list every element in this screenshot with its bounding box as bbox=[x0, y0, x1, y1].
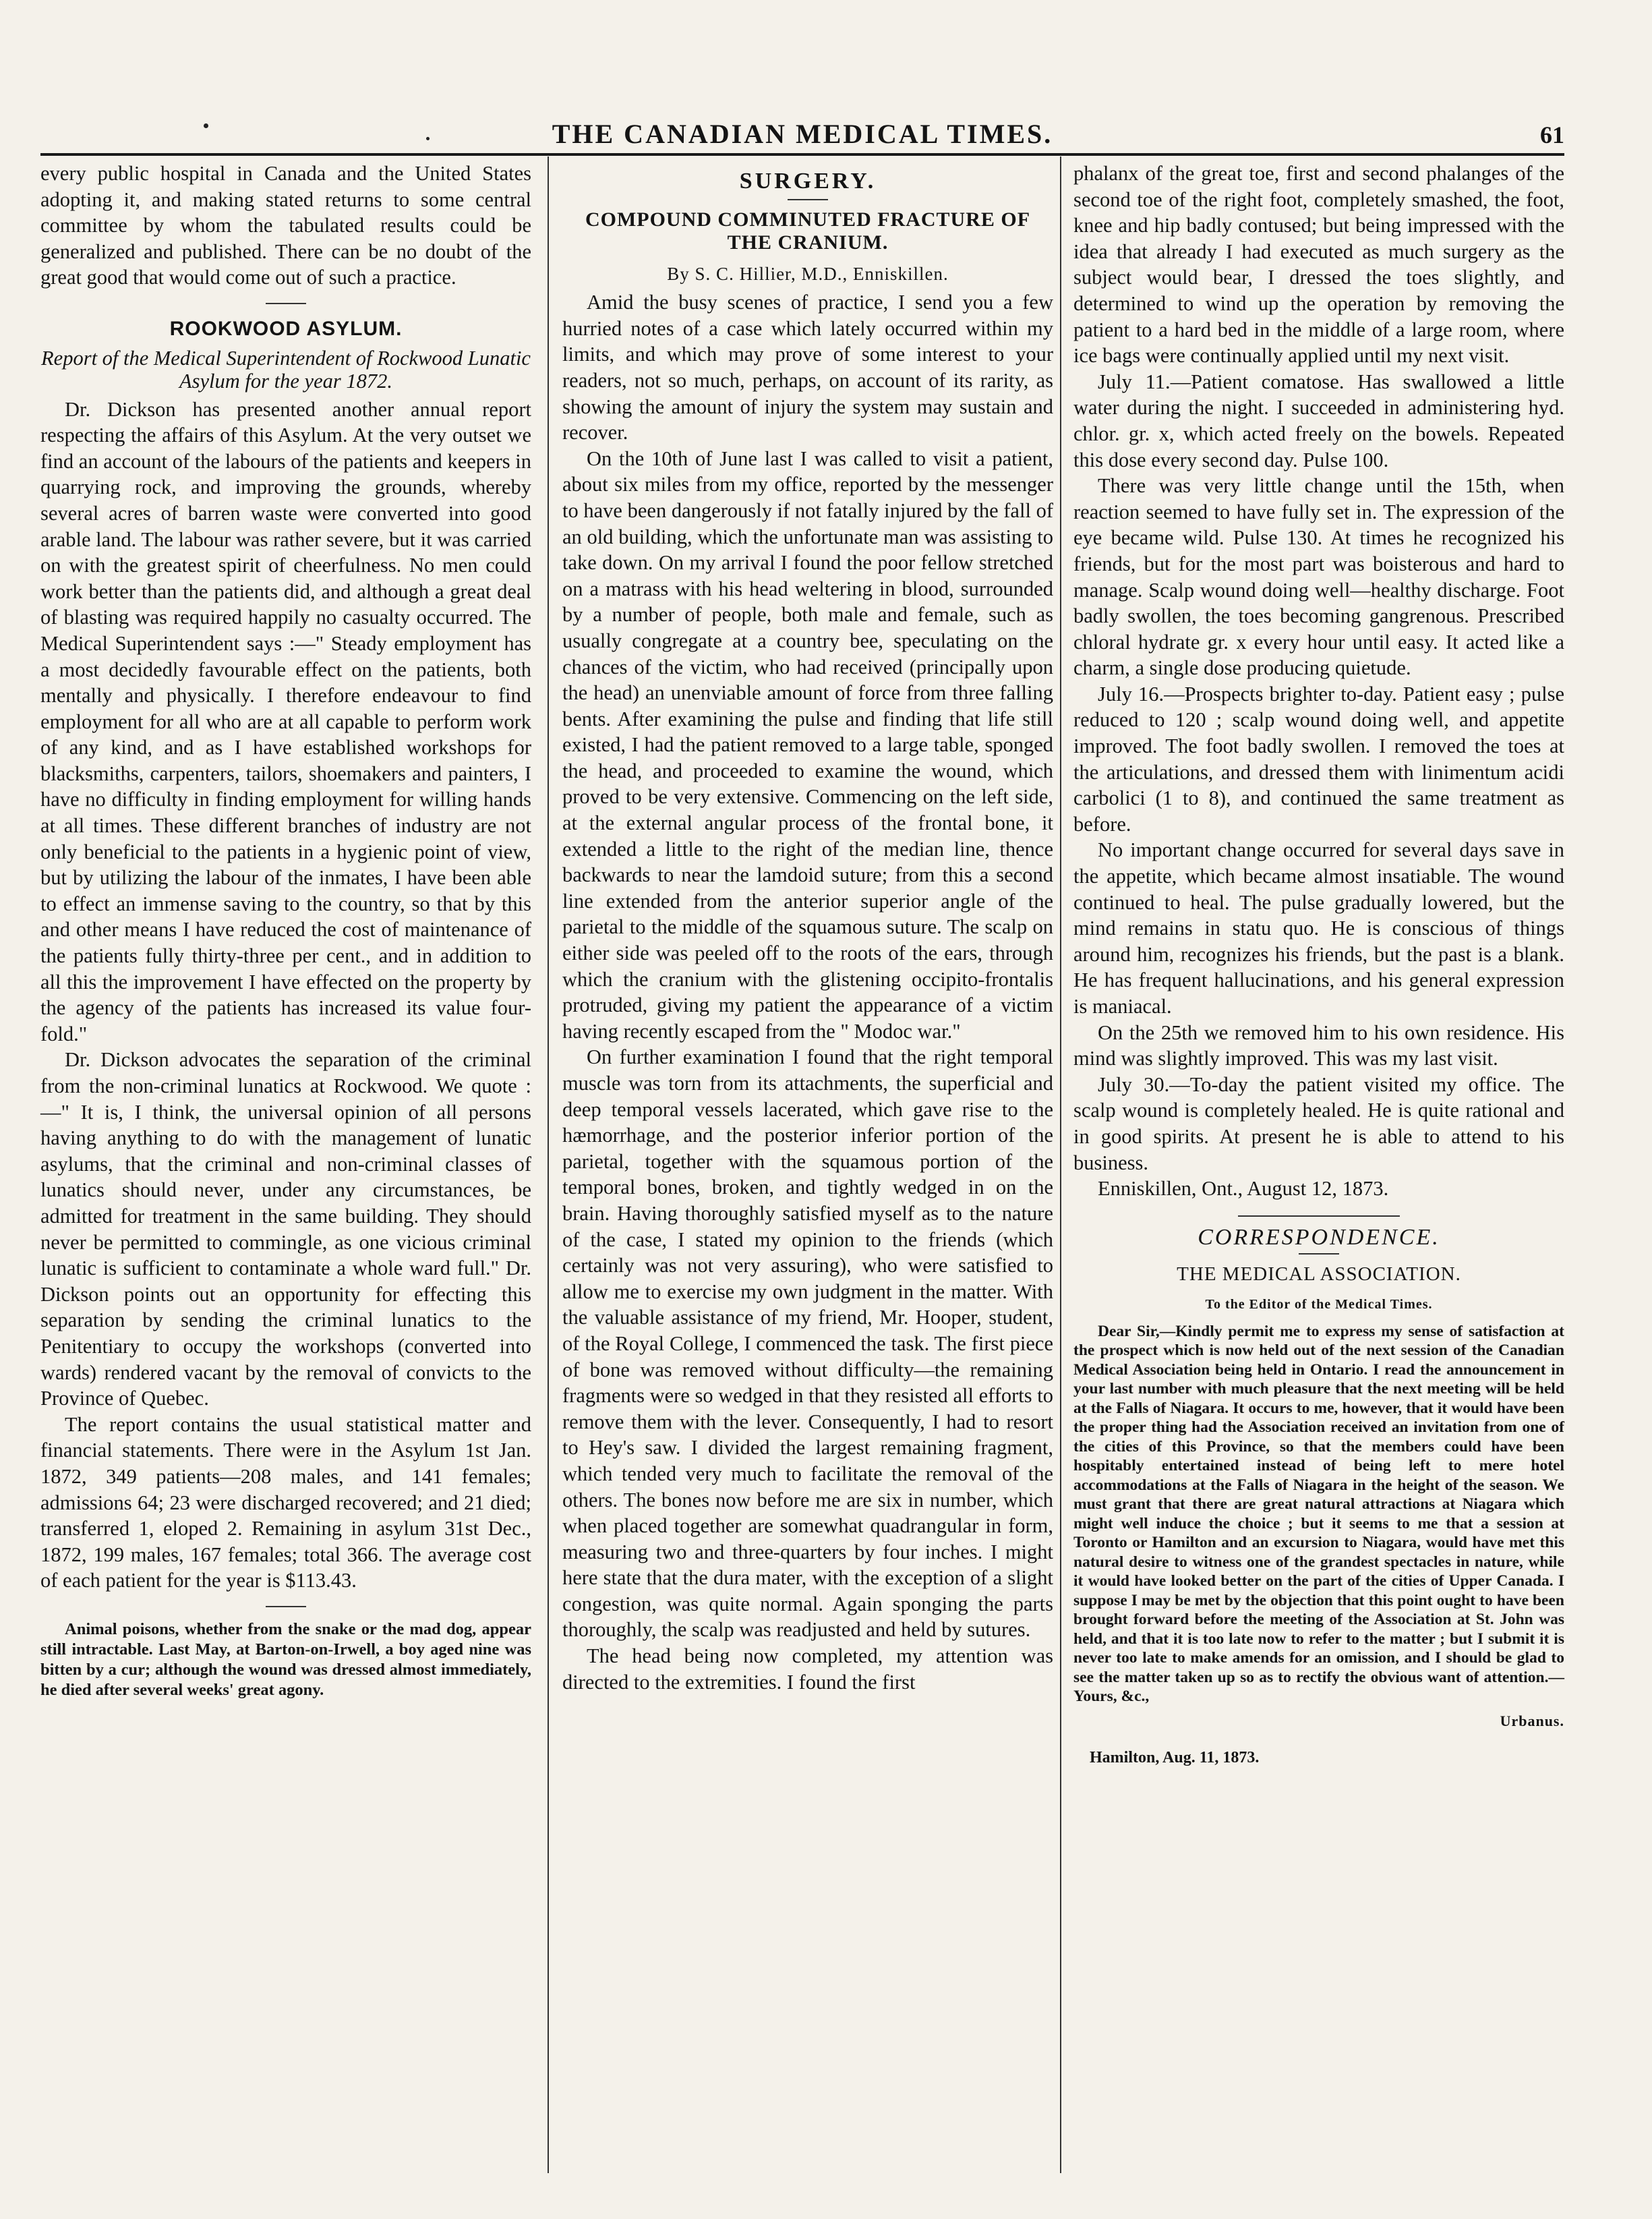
column-right bbox=[1073, 161, 1564, 1771]
running-header bbox=[40, 118, 1564, 156]
journal-title: THE CANADIAN MEDICAL TIMES. bbox=[552, 119, 1053, 149]
paragraph: No important change occurred for several days save in the appetite, which became almost insatiable. The wound continued to heal. The pulse gradually lowered, but the mind remains in statu quo. He is conscious of things around him, recognizes his friends, but the past is a blank. He has frequent hallucinations, and his general expression is maniacal. bbox=[1073, 838, 1564, 1018]
paragraph: Dr. Dickson has presented another annual report respecting the affairs of this Asylum. At the very outset we find an account of the labours of the patients and keepers in quarrying rock, and improving the grounds, whereby several acres of barren waste were converted into good arable land. The labour was rather severe, but it was carried on with the greatest spirit of cheerfulness. No men could work better than the patients did, and although a great deal of blasting was required happily no casualty occurred. The Medical Superintendent says :—" Steady employment has a most decidedly favourable effect on the patients, both mentally and physically. I therefore endeavour to find employment for all who are at all capable to perform work of any kind, and as I have established workshops for blacksmiths, carpenters, tailors, shoemakers and painters, I have no difficulty in finding employment for willing hands at all times. These different branches of industry are not only beneficial to the patients in a hygienic point of view, but by utilizing the labour of the inmates, I have been able to effect an immense saving to the country, so that by this and other means I have reduced the cost of maintenance of the patients fully thirty-three per cent., and in addition to all this the improvement I have effected on the property by the agency of the patients has increased its value four-fold." bbox=[40, 397, 531, 1045]
separator bbox=[1238, 1215, 1400, 1217]
letter-place-date: Hamilton, Aug. 11, 1873. bbox=[1090, 1749, 1260, 1767]
separator bbox=[1299, 1253, 1339, 1255]
column-rule bbox=[548, 156, 549, 2173]
article-subheading: Report of the Medical Superintendent of Rockwood Lunatic Asylum for the year 1872. bbox=[41, 346, 531, 393]
byline: By S. C. Hillier, M.D., Enniskillen. bbox=[667, 263, 949, 284]
paragraph: On further examination I found that the right temporal muscle was torn from its attachments, the superficial and deep temporal vessels lacerated, which gave rise to the hæmorrhage, and the posterior inferior portion of the parietal, together with the squamous portion of the temporal bones, broken, and tightly wedged in on the brain. Having thoroughly satisfied myself as to the nature of the case, I stated my opinion to the friends (which certainly was not very assuring), who were satisfied to allow me to exercise my own judgment in the matter. With the valuable assistance of my friend, Mr. Hooper, student, of the Royal College, I commenced the task. The first piece of bone was removed without difficulty—the remaining fragments were so wedged in that they resisted all efforts to remove them with the lever. Consequently, I had to resort to Hey's saw. I divided the largest remaining fragment, which tended very much to facilitate the removal of the others. The bones now before me are six in number, which when placed together are somewhat quadrangular in form, measuring two and three-quarters by four inches. I might here state that the dura mater, with the exception of a slight congestion, was quite normal. Again sponging the parts thoroughly, the scalp was readjusted and held by sutures. bbox=[562, 1045, 1053, 1642]
paragraph: The head being now completed, my attention was directed to the extremities. I found the first bbox=[562, 1644, 1053, 1694]
separator bbox=[788, 199, 828, 200]
section-heading-correspondence: CORRESPONDENCE. bbox=[1198, 1224, 1440, 1250]
signature-line bbox=[1073, 1706, 1564, 1735]
dateline: Enniskillen, Ont., August 12, 1873. bbox=[1098, 1177, 1389, 1201]
paragraph: On the 25th we removed him to his own residence. His mind was slightly improved. This was my last visit. bbox=[1073, 1020, 1564, 1070]
letter-heading: THE MEDICAL ASSOCIATION. bbox=[1177, 1263, 1461, 1286]
paragraph: phalanx of the great toe, first and second phalanges of the second toe of the right foot, completely smashed, the foot, knee and hip badly contused; but being impressed with the idea that already I had executed as much surgery as the subject would bear, I dressed the toes slightly, and determined to wind up the operation by removing the patient to a hard bed in the middle of a large room, where ice bags were continually applied until my next visit. bbox=[1073, 162, 1564, 368]
letter-signature: Urbanus. bbox=[1500, 1712, 1564, 1729]
paragraph: There was very little change until the 15th, when reaction seemed to have fully set in. The expression of the eye became wild. Pulse 130. At times he recognized his friends, but for the most part was boisterous and hard to manage. Scalp wound doing well—healthy discharge. Foot badly swollen, the toes becoming gangrenous. Prescribed chloral hydrate gr. x every hour until easy. It acted like a charm, a single dose producing quietude. bbox=[1073, 474, 1564, 680]
article-heading-fracture: COMPOUND COMMINUTED FRACTURE OF THE CRANIUM. bbox=[585, 208, 1031, 254]
letter-salutation-heading: To the Editor of the Medical Times. bbox=[1205, 1296, 1433, 1312]
letter-body: Dear Sir,—Kindly permit me to express my sense of satisfaction at the prospect which is now held out of the next session of the Canadian Medical Association being held in Ontario. I read the announcement in your last number with much pleasure that the next meeting will be held at the Falls of Niagara. It occurs to me, however, that it would have been the proper thing had the Association received an invitation from one of the cities of this Province, so that the members could have been hospitably entertained instead of being left to mere hotel accommodations at the Falls of Niagara in the height of the season. We must grant that there are great natural attractions at Niagara which might well induce the choice ; but it seems to me that a session at Toronto or Hamilton and an excursion to Niagara, would have met this natural desire to witness one of the grandest spectacles in nature, while it would have looked better on the part of the cities of Upper Canada. I suppose I may be met by the objection that this point ought to have been brought forward before the meeting of the Association at St. John was held, and that it is too late now to refer to the matter ; but I submit it is never too late to make amends for an omission, and I should be glad to see the matter taken up so as to rectify the obvious want of attention.—Yours, &c., bbox=[1073, 1322, 1564, 1706]
paragraph: July 11.—Patient comatose. Has swallowed a little water during the night. I succeeded in administering hyd. chlor. gr. x, which acted freely on the bowels. Repeated this dose every second day. Pulse 100. bbox=[1073, 370, 1564, 471]
news-note: Animal poisons, whether from the snake or the mad dog, appear still intractable. Last May, at Barton-on-Irwell, a boy aged nine was bitten by a cur; although the wound was dressed almost immediately, he died after several weeks' great agony. bbox=[40, 1619, 531, 1699]
paragraph: Dr. Dickson advocates the separation of the criminal from the non-criminal lunatics at Rockwood. We quote :—" It is, I think, the universal opinion of all persons having anything to do with the management of lunatic asylums, that the criminal and non-criminal classes of lunatics should never, under any circumstances, be admitted for treatment in the same building. They should never be permitted to commingle, as one vicious criminal lunatic is sufficient to contaminate a whole ward full." Dr. Dickson points out an opportunity for effecting this separation by sending the criminal lunatics to the Penitentiary to occupy the workshops (converted into wards) rendered vacant by the removal of convicts to the Province of Quebec. bbox=[40, 1048, 531, 1410]
paragraph: July 16.—Prospects brighter to-day. Patient easy ; pulse reduced to 120 ; scalp wound doing well, and appetite improved. The foot badly swollen. I removed the toes at the articulations, and dressed them with linimentum acidi carbolici (1 to 8), and continued the same treatment as before. bbox=[1073, 682, 1564, 836]
paragraph: On the 10th of June last I was called to visit a patient, about six miles from my office, reported by the messenger to have been dangerously if not fatally injured by the fall of an old building, which the unfortunate man was assisting to take down. On my arrival I found the poor fellow stretched on a matrass with his head weltering in blood, surrounded by a number of people, both male and female, such as usually congregate at a country bee, speculating on the chances of the victim, who had received (principally upon the head) an unenviable amount of force from three falling bents. After examining the pulse and finding that life still existed, I had the patient removed to a large table, sponged the head, and proceeded to examine the wound, which proved to be very extensive. Commencing on the left side, at the external angular process of the frontal bone, it extended a little to the right of the median line, thence backwards to near the lamdoid suture; from this a second line extended from the anterior superior angle of the parietal to the middle of the squamous suture. The scalp on either side was peeled off to the roots of the ears, through which the cranium with the glistening occipito-frontalis protruded, giving my patient the appearance of a victim having recently escaped from the " Modoc war." bbox=[562, 446, 1053, 1043]
paragraph: July 30.—To-day the patient visited my office. The scalp wound is completely healed. He is quite rational and in good spirits. At present he is able to attend to his business. bbox=[1073, 1072, 1564, 1174]
page-number: 61 bbox=[1540, 121, 1564, 148]
separator bbox=[266, 303, 306, 304]
column-middle bbox=[562, 161, 1053, 1695]
column-rule bbox=[1060, 156, 1061, 2173]
section-heading-surgery: SURGERY. bbox=[739, 169, 877, 194]
paragraph: every public hospital in Canada and the United States adopting it, and making stated returns to some central committee by whom the tabulated results could be generalized and published. There can be no doubt of the great good that would come out of such a practice. bbox=[40, 162, 531, 289]
paragraph: Amid the busy scenes of practice, I send you a few hurried notes of a case which lately occurred within my limits, and which may prove of some interest to your readers, not so much, perhaps, on account of its rarity, as showing the amount of injury the system may sustain and recover. bbox=[562, 291, 1053, 444]
separator bbox=[266, 1606, 306, 1607]
column-left bbox=[40, 161, 531, 1700]
paragraph: The report contains the usual statistical matter and financial statements. There were in the Asylum 1st Jan. 1872, 349 patients—208 males, and 141 females; admissions 64; 23 were discharged recovered; and 21 died; transferred 1, eloped 2. Remaining in asylum 31st Dec., 1872, 199 males, 167 females; total 366. The average cost of each patient for the year is $113.43. bbox=[40, 1412, 531, 1592]
article-heading-rookwood: ROOKWOOD ASYLUM. bbox=[169, 317, 403, 340]
